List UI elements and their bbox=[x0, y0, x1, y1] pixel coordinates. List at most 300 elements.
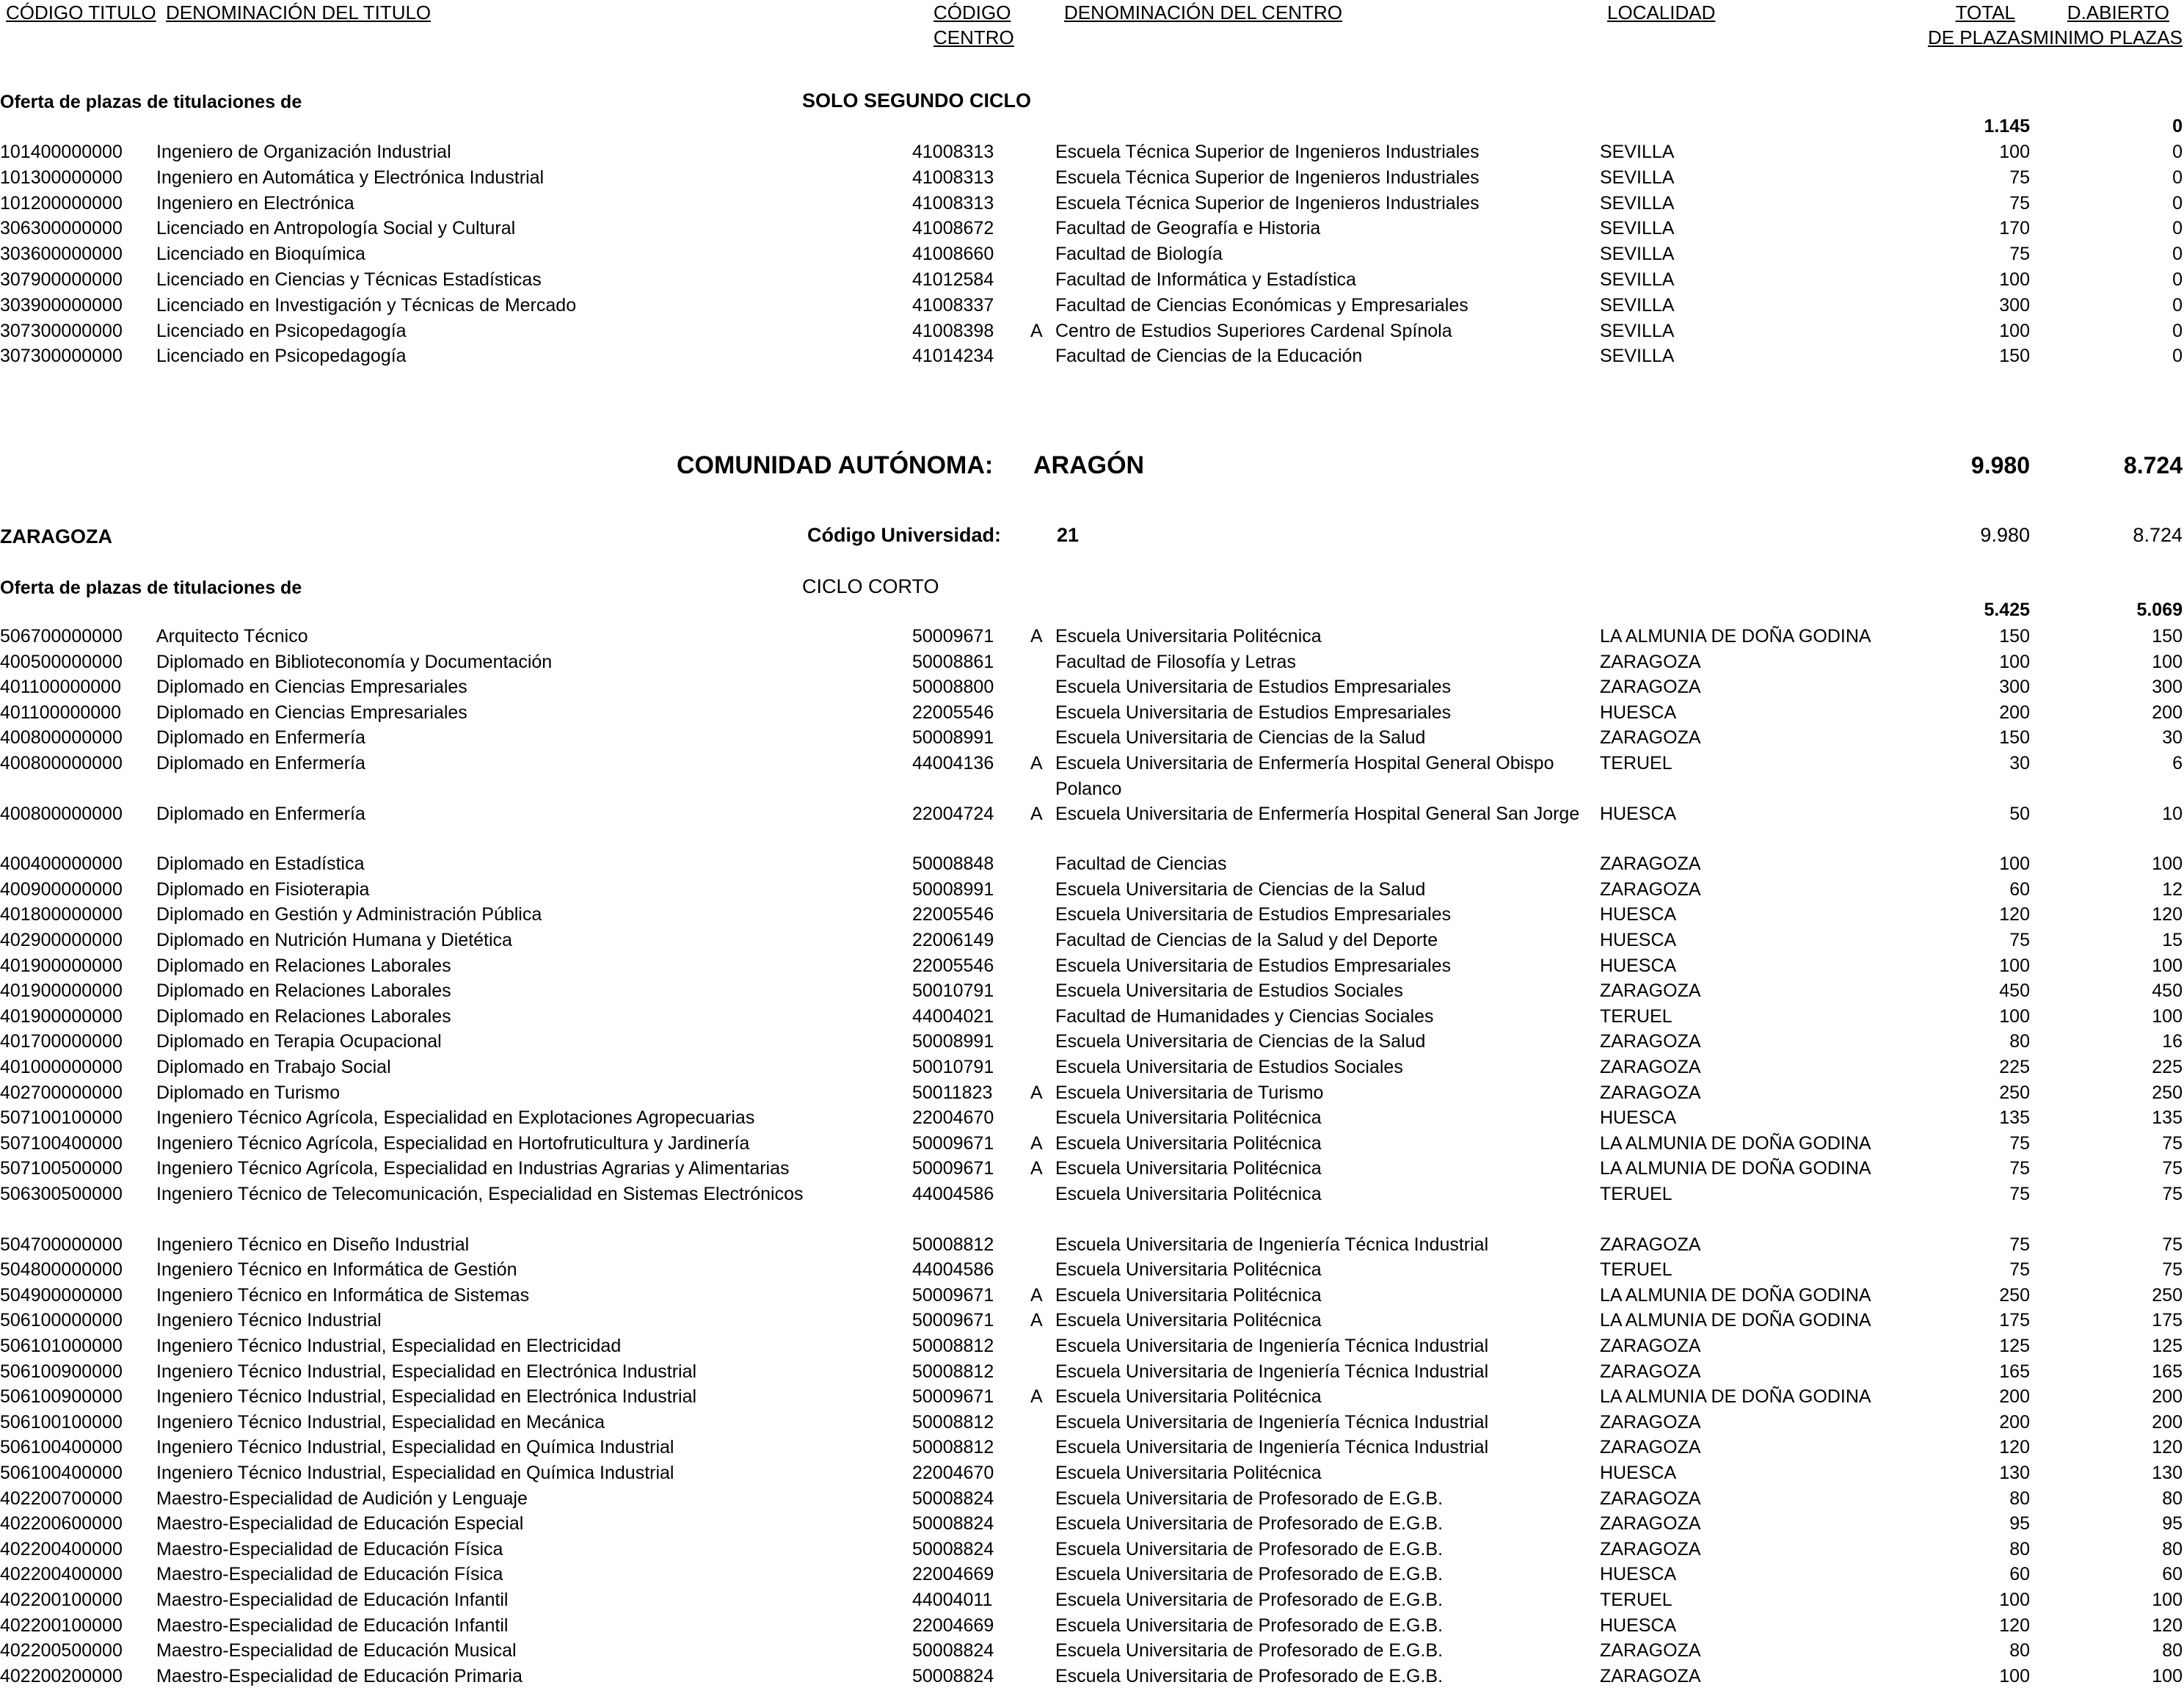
centro-code: 41008672 bbox=[912, 218, 994, 239]
centro-code: 22004724 bbox=[912, 803, 994, 824]
title-name: Diplomado en Ciencias Empresariales bbox=[156, 702, 467, 723]
centro-name: Escuela Universitaria Politécnica bbox=[1055, 1284, 1322, 1306]
minimo-plazas: 200 bbox=[2152, 702, 2183, 723]
title-name: Diplomado en Estadística bbox=[156, 854, 365, 875]
centro-code: 22005546 bbox=[912, 955, 994, 976]
title-name: Ingeniero Técnico Industrial, Especialidad en Química Industrial bbox=[156, 1437, 674, 1458]
localidad: SEVILLA bbox=[1600, 192, 1675, 214]
centro-name: Centro de Estudios Superiores Cardenal Spínola bbox=[1055, 320, 1452, 341]
centro-code: 50008812 bbox=[912, 1361, 994, 1382]
title-name: Licenciado en Psicopedagogía bbox=[156, 346, 407, 367]
minimo-plazas: 300 bbox=[2152, 677, 2183, 698]
total-plazas: 200 bbox=[1999, 1386, 2030, 1408]
centro-code: 22004670 bbox=[912, 1463, 994, 1483]
title-name: Ingeniero en Automática y Electrónica Industrial bbox=[156, 167, 545, 188]
title-name: Ingeniero Técnico Agrícola, Especialidad en Hortofruticultura y Jardinería bbox=[156, 1132, 750, 1154]
minimo-plazas: 125 bbox=[2152, 1336, 2183, 1356]
centro-mark: A bbox=[1030, 1158, 1043, 1179]
centro-code: 50008991 bbox=[912, 727, 994, 749]
centro-name: Escuela Universitaria de Profesorado de E.G.B. bbox=[1055, 1615, 1444, 1636]
total-plazas: 150 bbox=[1999, 727, 2030, 749]
col-total-l1: TOTAL bbox=[1955, 1, 2015, 23]
title-name: Licenciado en Ciencias y Técnicas Estadísticas bbox=[156, 269, 542, 290]
title-code: 507100500000 bbox=[0, 1158, 123, 1179]
title-name: Ingeniero en Electrónica bbox=[156, 192, 354, 214]
total-plazas: 200 bbox=[1999, 702, 2030, 723]
localidad: SEVILLA bbox=[1600, 294, 1675, 316]
title-name: Arquitecto Técnico bbox=[156, 626, 308, 647]
localidad: TERUEL bbox=[1600, 1005, 1672, 1027]
localidad: HUESCA bbox=[1600, 1107, 1677, 1129]
minimo-plazas: 0 bbox=[2172, 142, 2183, 162]
title-name: Ingeniero Técnico Agrícola, Especialidad en Explotaciones Agropecuarias bbox=[156, 1107, 755, 1129]
title-code: 401700000000 bbox=[0, 1031, 123, 1052]
title-code: 101400000000 bbox=[0, 142, 123, 162]
section1-minimo: 0 bbox=[2172, 116, 2183, 137]
minimo-plazas: 10 bbox=[2162, 803, 2183, 824]
centro-code: 44004136 bbox=[912, 753, 994, 774]
title-name: Ingeniero Técnico Industrial, Especialidad en Electrónica Industrial bbox=[156, 1361, 697, 1382]
localidad: SEVILLA bbox=[1600, 142, 1675, 162]
title-code: 402200500000 bbox=[0, 1640, 123, 1662]
centro-name: Facultad de Ciencias bbox=[1055, 854, 1227, 875]
title-name: Diplomado en Gestión y Administración Pública bbox=[156, 904, 542, 925]
title-name: Ingeniero Técnico Industrial, Especialidad en Electricidad bbox=[156, 1336, 622, 1356]
title-code: 402200400000 bbox=[0, 1538, 123, 1559]
centro-code: 50009671 bbox=[912, 1284, 994, 1306]
total-plazas: 80 bbox=[2009, 1031, 2030, 1052]
title-code: 507100100000 bbox=[0, 1107, 123, 1129]
minimo-plazas: 120 bbox=[2152, 1437, 2183, 1458]
title-name: Maestro-Especialidad de Educación Física bbox=[156, 1538, 503, 1559]
minimo-plazas: 80 bbox=[2162, 1538, 2183, 1559]
localidad: LA ALMUNIA DE DOÑA GODINA bbox=[1600, 1284, 1871, 1306]
centro-code: 50008848 bbox=[912, 854, 994, 875]
title-name: Maestro-Especialidad de Educación Primaria bbox=[156, 1665, 523, 1686]
col-dabierto-l1: D.ABIERTO bbox=[2067, 1, 2169, 23]
centro-name: Escuela Universitaria de Ingeniería Técnica Industrial bbox=[1055, 1234, 1489, 1255]
total-plazas: 75 bbox=[2009, 167, 2030, 188]
minimo-plazas: 80 bbox=[2162, 1640, 2183, 1662]
centro-name: Escuela Técnica Superior de Ingenieros Industriales bbox=[1055, 142, 1479, 162]
minimo-plazas: 75 bbox=[2162, 1234, 2183, 1255]
title-code: 303600000000 bbox=[0, 244, 123, 265]
centro-code: 41008337 bbox=[912, 294, 994, 316]
minimo-plazas: 250 bbox=[2152, 1284, 2183, 1306]
minimo-plazas: 100 bbox=[2152, 1665, 2183, 1686]
minimo-plazas: 120 bbox=[2152, 904, 2183, 925]
title-name: Ingeniero Técnico Industrial bbox=[156, 1310, 382, 1331]
centro-code: 41008660 bbox=[912, 244, 994, 265]
centro-code: 22004670 bbox=[912, 1107, 994, 1129]
centro-mark: A bbox=[1030, 320, 1043, 341]
title-name: Maestro-Especialidad de Educación Infantil bbox=[156, 1615, 509, 1636]
centro-mark: A bbox=[1030, 1284, 1043, 1306]
col-denominacion-titulo: DENOMINACIÓN DEL TITULO bbox=[166, 1, 432, 23]
title-name: Diplomado en Enfermería bbox=[156, 727, 365, 749]
localidad: ZARAGOZA bbox=[1600, 1665, 1701, 1686]
total-plazas: 75 bbox=[2009, 1234, 2030, 1255]
localidad: HUESCA bbox=[1600, 1615, 1677, 1636]
title-code: 401900000000 bbox=[0, 980, 123, 1002]
centro-code: 50008861 bbox=[912, 651, 994, 672]
localidad: ZARAGOZA bbox=[1600, 1336, 1701, 1356]
universidad-code: 21 bbox=[1057, 524, 1080, 546]
centro-name: Escuela Universitaria de Ingeniería Técnica Industrial bbox=[1055, 1361, 1489, 1382]
total-plazas: 100 bbox=[1999, 854, 2030, 875]
minimo-plazas: 60 bbox=[2162, 1564, 2183, 1585]
title-name: Diplomado en Trabajo Social bbox=[156, 1057, 391, 1077]
total-plazas: 120 bbox=[1999, 904, 2030, 925]
title-name: Licenciado en Investigación y Técnicas de Mercado bbox=[156, 294, 577, 316]
centro-name: Escuela Universitaria Politécnica bbox=[1055, 626, 1322, 647]
title-code: 401900000000 bbox=[0, 955, 123, 976]
title-code: 401800000000 bbox=[0, 904, 123, 925]
minimo-plazas: 200 bbox=[2152, 1386, 2183, 1408]
minimo-plazas: 75 bbox=[2162, 1184, 2183, 1204]
centro-code: 22005546 bbox=[912, 904, 994, 925]
title-name: Ingeniero Técnico en Informática de Sistemas bbox=[156, 1284, 530, 1306]
minimo-plazas: 100 bbox=[2152, 1005, 2183, 1027]
title-code: 402200700000 bbox=[0, 1488, 123, 1509]
title-code: 402200100000 bbox=[0, 1615, 123, 1636]
section2-total: 5.425 bbox=[1984, 600, 2030, 620]
centro-code: 50010791 bbox=[912, 1057, 994, 1077]
centro-name: Escuela Universitaria de Profesorado de E.G.B. bbox=[1055, 1665, 1444, 1686]
minimo-plazas: 450 bbox=[2152, 980, 2183, 1002]
localidad: SEVILLA bbox=[1600, 320, 1675, 341]
centro-code: 22005546 bbox=[912, 702, 994, 723]
comunidad-label: COMUNIDAD AUTÓNOMA: bbox=[677, 451, 994, 479]
centro-name: Escuela Universitaria de Estudios Empresariales bbox=[1055, 702, 1452, 723]
centro-code: 50009671 bbox=[912, 1386, 994, 1408]
centro-name: Escuela Universitaria de Estudios Sociales bbox=[1055, 980, 1403, 1002]
centro-code: 41014234 bbox=[912, 346, 994, 367]
localidad: TERUEL bbox=[1600, 1184, 1672, 1204]
centro-mark: A bbox=[1030, 1310, 1043, 1331]
title-code: 506101000000 bbox=[0, 1336, 123, 1356]
centro-code: 50008800 bbox=[912, 677, 994, 698]
centro-name: Escuela Universitaria Politécnica bbox=[1055, 1107, 1322, 1129]
centro-mark: A bbox=[1030, 753, 1043, 774]
localidad: HUESCA bbox=[1600, 1564, 1677, 1585]
title-name: Maestro-Especialidad de Educación Musical bbox=[156, 1640, 517, 1662]
centro-mark: A bbox=[1030, 803, 1043, 824]
minimo-plazas: 0 bbox=[2172, 269, 2183, 290]
centro-code: 50008812 bbox=[912, 1411, 994, 1433]
comunidad-total: 9.980 bbox=[1970, 452, 2030, 478]
title-code: 400400000000 bbox=[0, 854, 123, 875]
centro-name: Escuela Universitaria de Profesorado de E.G.B. bbox=[1055, 1538, 1444, 1559]
title-name: Diplomado en Terapia Ocupacional bbox=[156, 1031, 442, 1052]
total-plazas: 130 bbox=[1999, 1463, 2030, 1483]
total-plazas: 100 bbox=[1999, 1005, 2030, 1027]
centro-name: Escuela Técnica Superior de Ingenieros Industriales bbox=[1055, 167, 1479, 188]
comunidad-name: ARAGÓN bbox=[1033, 451, 1145, 479]
centro-mark: A bbox=[1030, 626, 1043, 647]
total-plazas: 100 bbox=[1999, 320, 2030, 341]
title-name: Diplomado en Enfermería bbox=[156, 803, 365, 824]
localidad: LA ALMUNIA DE DOÑA GODINA bbox=[1600, 1386, 1871, 1408]
centro-name: Escuela Universitaria Politécnica bbox=[1055, 1463, 1322, 1483]
title-name: Ingeniero Técnico en Informática de Gestión bbox=[156, 1259, 517, 1281]
total-plazas: 100 bbox=[1999, 269, 2030, 290]
localidad: ZARAGOZA bbox=[1600, 1538, 1701, 1559]
total-plazas: 75 bbox=[2009, 1184, 2030, 1204]
title-name: Licenciado en Bioquímica bbox=[156, 244, 365, 265]
centro-code: 44004011 bbox=[912, 1590, 993, 1610]
centro-name: Escuela Universitaria de Ciencias de la Salud bbox=[1055, 878, 1426, 900]
minimo-plazas: 165 bbox=[2152, 1361, 2183, 1382]
localidad: LA ALMUNIA DE DOÑA GODINA bbox=[1600, 1132, 1871, 1154]
minimo-plazas: 100 bbox=[2152, 1590, 2183, 1610]
title-code: 506100000000 bbox=[0, 1310, 123, 1331]
title-name: Ingeniero Técnico de Telecomunicación, Especialidad en Sistemas Electrónicos bbox=[156, 1184, 804, 1204]
centro-name: Escuela Universitaria de Profesorado de E.G.B. bbox=[1055, 1590, 1444, 1610]
title-code: 504700000000 bbox=[0, 1234, 123, 1255]
minimo-plazas: 30 bbox=[2162, 727, 2183, 749]
centro-name: Escuela Técnica Superior de Ingenieros Industriales bbox=[1055, 192, 1479, 214]
centro-name: Escuela Universitaria de Enfermería Hospital General San Jorge bbox=[1055, 803, 1580, 824]
col-total-l2: DE PLAZAS bbox=[1927, 26, 2033, 48]
centro-name: Escuela Universitaria Politécnica bbox=[1055, 1184, 1322, 1204]
section2-minimo: 5.069 bbox=[2136, 600, 2183, 620]
title-name: Diplomado en Relaciones Laborales bbox=[156, 1005, 451, 1027]
minimo-plazas: 100 bbox=[2152, 955, 2183, 976]
centro-name: Facultad de Humanidades y Ciencias Sociales bbox=[1055, 1005, 1434, 1027]
centro-code: 44004586 bbox=[912, 1259, 994, 1281]
total-plazas: 135 bbox=[1999, 1107, 2030, 1129]
centro-code: 50009671 bbox=[912, 1310, 994, 1331]
title-name: Ingeniero Técnico Industrial, Especialidad en Mecánica bbox=[156, 1411, 605, 1433]
centro-code: 50008991 bbox=[912, 1031, 994, 1052]
minimo-plazas: 0 bbox=[2172, 320, 2183, 341]
centro-code: 22006149 bbox=[912, 930, 994, 950]
centro-code: 50008824 bbox=[912, 1513, 994, 1535]
title-name: Ingeniero Técnico Industrial, Especialidad en Electrónica Industrial bbox=[156, 1386, 697, 1408]
total-plazas: 75 bbox=[2009, 1158, 2030, 1179]
minimo-plazas: 6 bbox=[2172, 753, 2183, 774]
localidad: HUESCA bbox=[1600, 1463, 1677, 1483]
title-name: Diplomado en Relaciones Laborales bbox=[156, 980, 451, 1002]
localidad: LA ALMUNIA DE DOÑA GODINA bbox=[1600, 1158, 1871, 1179]
centro-name: Escuela Universitaria de Profesorado de E.G.B. bbox=[1055, 1513, 1444, 1535]
universidad-minimo: 8.724 bbox=[2133, 524, 2183, 546]
col-denominacion-centro: DENOMINACIÓN DEL CENTRO bbox=[1064, 1, 1342, 23]
localidad: HUESCA bbox=[1600, 955, 1677, 976]
centro-code: 50011823 bbox=[912, 1082, 993, 1103]
localidad: HUESCA bbox=[1600, 803, 1677, 824]
centro-mark: A bbox=[1030, 1386, 1043, 1408]
centro-code: 44004021 bbox=[912, 1005, 994, 1027]
title-code: 506100900000 bbox=[0, 1361, 123, 1382]
col-codigo-centro-l2: CENTRO bbox=[933, 26, 1014, 48]
title-code: 506100400000 bbox=[0, 1463, 123, 1483]
total-plazas: 165 bbox=[1999, 1361, 2030, 1382]
title-code: 402200600000 bbox=[0, 1513, 123, 1535]
title-code: 402900000000 bbox=[0, 930, 123, 950]
centro-code: 44004586 bbox=[912, 1184, 994, 1204]
minimo-plazas: 15 bbox=[2162, 930, 2183, 950]
title-code: 402200100000 bbox=[0, 1590, 123, 1610]
total-plazas: 300 bbox=[1999, 294, 2030, 316]
title-code: 303900000000 bbox=[0, 294, 123, 316]
centro-name: Facultad de Informática y Estadística bbox=[1055, 269, 1356, 290]
title-code: 401100000000 bbox=[0, 702, 121, 723]
title-code: 400500000000 bbox=[0, 651, 123, 672]
section1-total: 1.145 bbox=[1984, 116, 2030, 137]
total-plazas: 200 bbox=[1999, 1411, 2030, 1433]
total-plazas: 225 bbox=[1999, 1057, 2030, 1077]
title-code: 506100900000 bbox=[0, 1386, 123, 1408]
minimo-plazas: 75 bbox=[2162, 1132, 2183, 1154]
total-plazas: 150 bbox=[1999, 346, 2030, 367]
total-plazas: 75 bbox=[2009, 930, 2030, 950]
title-code: 402700000000 bbox=[0, 1082, 123, 1103]
section2-cycle: CICLO CORTO bbox=[802, 575, 939, 597]
minimo-plazas: 0 bbox=[2172, 218, 2183, 239]
title-name: Maestro-Especialidad de Educación Especial bbox=[156, 1513, 524, 1535]
total-plazas: 30 bbox=[2009, 753, 2030, 774]
centro-name: Escuela Universitaria de Turismo bbox=[1055, 1082, 1324, 1103]
minimo-plazas: 130 bbox=[2152, 1463, 2183, 1483]
minimo-plazas: 135 bbox=[2152, 1107, 2183, 1129]
centro-code: 50008824 bbox=[912, 1640, 994, 1662]
minimo-plazas: 80 bbox=[2162, 1488, 2183, 1509]
title-name: Diplomado en Relaciones Laborales bbox=[156, 955, 451, 976]
col-localidad: LOCALIDAD bbox=[1607, 1, 1716, 23]
title-code: 101200000000 bbox=[0, 192, 123, 214]
centro-name: Escuela Universitaria Politécnica bbox=[1055, 1386, 1322, 1408]
title-code: 400800000000 bbox=[0, 753, 123, 774]
centro-name: Escuela Universitaria de Ciencias de la Salud bbox=[1055, 727, 1426, 749]
title-name: Licenciado en Antropología Social y Cultural bbox=[156, 218, 516, 239]
minimo-plazas: 75 bbox=[2162, 1158, 2183, 1179]
minimo-plazas: 0 bbox=[2172, 294, 2183, 316]
total-plazas: 50 bbox=[2009, 803, 2030, 824]
minimo-plazas: 175 bbox=[2152, 1310, 2183, 1331]
centro-name: Escuela Universitaria Politécnica bbox=[1055, 1259, 1322, 1281]
total-plazas: 250 bbox=[1999, 1082, 2030, 1103]
total-plazas: 95 bbox=[2009, 1513, 2030, 1535]
localidad: SEVILLA bbox=[1600, 346, 1675, 367]
localidad: ZARAGOZA bbox=[1600, 1513, 1701, 1535]
title-name: Licenciado en Psicopedagogía bbox=[156, 320, 407, 341]
title-code: 506300500000 bbox=[0, 1184, 123, 1204]
localidad: HUESCA bbox=[1600, 904, 1677, 925]
minimo-plazas: 16 bbox=[2162, 1031, 2183, 1052]
localidad: ZARAGOZA bbox=[1600, 677, 1701, 698]
centro-code: 22004669 bbox=[912, 1564, 994, 1585]
title-code: 401100000000 bbox=[0, 677, 121, 698]
total-plazas: 100 bbox=[1999, 1665, 2030, 1686]
centro-code: 50008991 bbox=[912, 878, 994, 900]
localidad: ZARAGOZA bbox=[1600, 1057, 1701, 1077]
centro-name: Escuela Universitaria Politécnica bbox=[1055, 1310, 1322, 1331]
total-plazas: 120 bbox=[1999, 1615, 2030, 1636]
total-plazas: 80 bbox=[2009, 1488, 2030, 1509]
section1-cycle: SOLO SEGUNDO CICLO bbox=[802, 90, 1032, 112]
total-plazas: 250 bbox=[1999, 1284, 2030, 1306]
centro-name: Escuela Universitaria de Profesorado de E.G.B. bbox=[1055, 1640, 1444, 1662]
localidad: ZARAGOZA bbox=[1600, 1411, 1701, 1433]
minimo-plazas: 100 bbox=[2152, 854, 2183, 875]
title-code: 506700000000 bbox=[0, 626, 123, 647]
title-name: Diplomado en Enfermería bbox=[156, 753, 365, 774]
col-codigo-titulo: CÓDIGO TITULO bbox=[6, 1, 156, 23]
centro-code: 50009671 bbox=[912, 626, 994, 647]
total-plazas: 100 bbox=[1999, 651, 2030, 672]
title-code: 101300000000 bbox=[0, 167, 123, 188]
minimo-plazas: 0 bbox=[2172, 167, 2183, 188]
title-code: 506100400000 bbox=[0, 1437, 123, 1458]
title-name: Diplomado en Fisioterapia bbox=[156, 878, 370, 900]
centro-name: Escuela Universitaria de Profesorado de E.G.B. bbox=[1055, 1488, 1444, 1509]
centro-code: 41008313 bbox=[912, 167, 994, 188]
minimo-plazas: 120 bbox=[2152, 1615, 2183, 1636]
minimo-plazas: 0 bbox=[2172, 244, 2183, 265]
title-code: 400800000000 bbox=[0, 803, 123, 824]
centro-code: 50008812 bbox=[912, 1234, 994, 1255]
universidad-name: ZARAGOZA bbox=[0, 525, 112, 547]
centro-code: 41008313 bbox=[912, 192, 994, 214]
title-name: Diplomado en Turismo bbox=[156, 1082, 341, 1103]
minimo-plazas: 12 bbox=[2162, 878, 2183, 900]
centro-code: 50008812 bbox=[912, 1437, 994, 1458]
localidad: TERUEL bbox=[1600, 753, 1672, 774]
title-code: 504900000000 bbox=[0, 1284, 123, 1306]
total-plazas: 175 bbox=[1999, 1310, 2030, 1331]
localidad: ZARAGOZA bbox=[1600, 980, 1701, 1002]
centro-name: Escuela Universitaria Politécnica bbox=[1055, 1132, 1322, 1154]
localidad: TERUEL bbox=[1600, 1590, 1672, 1610]
total-plazas: 75 bbox=[2009, 244, 2030, 265]
centro-name: Escuela Universitaria de Estudios Empresariales bbox=[1055, 677, 1452, 698]
centro-code: 22004669 bbox=[912, 1615, 994, 1636]
centro-name: Facultad de Filosofía y Letras bbox=[1055, 651, 1296, 672]
centro-name: Escuela Universitaria de Estudios Empresariales bbox=[1055, 955, 1452, 976]
minimo-plazas: 75 bbox=[2162, 1259, 2183, 1281]
total-plazas: 100 bbox=[1999, 1590, 2030, 1610]
centro-name: Escuela Universitaria de Estudios Sociales bbox=[1055, 1057, 1403, 1077]
title-name: Ingeniero Técnico Industrial, Especialidad en Química Industrial bbox=[156, 1463, 674, 1483]
total-plazas: 450 bbox=[1999, 980, 2030, 1002]
total-plazas: 125 bbox=[1999, 1336, 2030, 1356]
centro-code: 50008824 bbox=[912, 1488, 994, 1509]
col-codigo-centro-l1: CÓDIGO bbox=[933, 1, 1011, 23]
centro-code: 41008398 bbox=[912, 320, 994, 341]
title-code: 306300000000 bbox=[0, 218, 123, 239]
total-plazas: 75 bbox=[2009, 192, 2030, 214]
centro-name: Escuela Universitaria de Ingeniería Técnica Industrial bbox=[1055, 1411, 1489, 1433]
localidad: ZARAGOZA bbox=[1600, 1234, 1701, 1255]
centro-name: Facultad de Ciencias Económicas y Empresariales bbox=[1055, 294, 1468, 316]
title-code: 307900000000 bbox=[0, 269, 123, 290]
total-plazas: 60 bbox=[2009, 878, 2030, 900]
minimo-plazas: 200 bbox=[2152, 1411, 2183, 1433]
localidad: ZARAGOZA bbox=[1600, 1437, 1701, 1458]
title-name: Maestro-Especialidad de Educación Física bbox=[156, 1564, 503, 1585]
total-plazas: 80 bbox=[2009, 1538, 2030, 1559]
centro-code: 50009671 bbox=[912, 1132, 994, 1154]
localidad: SEVILLA bbox=[1600, 167, 1675, 188]
localidad: ZARAGOZA bbox=[1600, 1361, 1701, 1382]
centro-name: Facultad de Geografía e Historia bbox=[1055, 218, 1321, 239]
centro-name: Facultad de Ciencias de la Salud y del Deporte bbox=[1055, 930, 1438, 950]
title-code: 507100400000 bbox=[0, 1132, 123, 1154]
localidad: ZARAGOZA bbox=[1600, 854, 1701, 875]
centro-name: Facultad de Biología bbox=[1055, 244, 1223, 265]
